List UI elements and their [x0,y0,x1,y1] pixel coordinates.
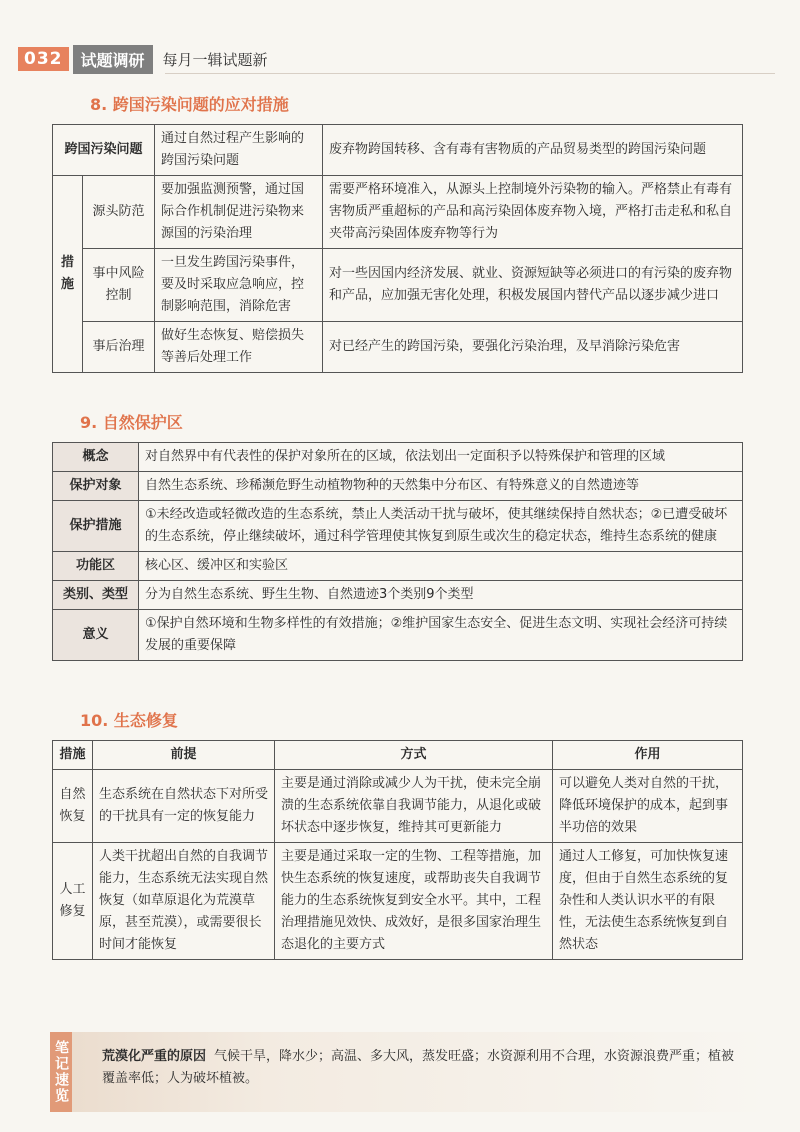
table-row [53,472,743,501]
row-label: 自然恢复 [53,770,93,843]
row-label: 事中风险控制 [83,249,155,322]
column-header: 前提 [93,741,275,770]
table-cell: 分为自然生态系统、野生生物、自然遗迹3个类别9个类型 [139,581,743,610]
table-row [53,443,743,472]
table-cell: ①保护自然环境和生物多样性的有效措施；②维护国家生态安全、促进生态文明、实现社会经济可持续发展的重要保障 [139,610,743,661]
table-cell: 通过人工修复，可加快恢复速度，但由于自然生态系统的复杂性和人类认识水平的有限性，无法使生态系统恢复到自然状态 [553,843,743,960]
table-cell: 对一些因国内经济发展、就业、资源短缺等必须进口的有污染的废弃物和产品，应加强无害化处理，积极发展国内替代产品以逐步减少进口 [323,249,743,322]
table-row [53,843,743,960]
table-row [53,176,743,249]
notes-title: 荒漠化严重的原因 [102,1049,207,1064]
table-row [53,249,743,322]
page-number: 032 [18,47,69,71]
row-label: 意义 [53,610,139,661]
notes-side-tab: 笔记速览 [50,1032,72,1112]
page-header [18,46,268,72]
transboundary-pollution-table [52,124,743,373]
section-8-title: 8. 跨国污染问题的应对措施 [90,95,289,114]
table-header-row [53,741,743,770]
ecological-restoration-table [52,740,743,960]
header-divider [165,73,775,74]
table-cell: 通过自然过程产生影响的跨国污染问题 [155,125,323,176]
row-label: 跨国污染问题 [53,125,155,176]
table-cell: 核心区、缓冲区和实验区 [139,552,743,581]
table-row [53,125,743,176]
section-10-title: 10. 生态修复 [80,711,178,730]
table-row [53,770,743,843]
section-9-title: 9. 自然保护区 [80,413,183,432]
row-label: 功能区 [53,552,139,581]
table-row [53,501,743,552]
row-label: 类别、类型 [53,581,139,610]
table-cell: 需要严格环境准入，从源头上控制境外污染物的输入。严格禁止有毒有害物质严重超标的产品和高污染固体废弃物入境，严格打击走私和私自夹带高污染固体废弃物等行为 [323,176,743,249]
measures-label: 措施 [53,176,83,373]
table-cell: 对自然界中有代表性的保护对象所在的区域，依法划出一定面积予以特殊保护和管理的区域 [139,443,743,472]
row-label: 源头防范 [83,176,155,249]
table-cell: 可以避免人类对自然的干扰，降低环境保护的成本，起到事半功倍的效果 [553,770,743,843]
table-cell: 生态系统在自然状态下对所受的干扰具有一定的恢复能力 [93,770,275,843]
table-row [53,610,743,661]
table-cell: ①未经改造或轻微改造的生态系统，禁止人类活动干扰与破坏，使其继续保持自然状态；②已遭受破坏的生态系统，停止继续破坏，通过科学管理使其恢复到原生或次生的稳定状态，维持生态系统的健康 [139,501,743,552]
table-cell: 要加强监测预警，通过国际合作机制促进污染物来源国的污染治理 [155,176,323,249]
table-cell: 自然生态系统、珍稀濒危野生动植物物种的天然集中分布区、有特殊意义的自然遗迹等 [139,472,743,501]
notes-text [102,1046,742,1090]
table-row [53,552,743,581]
table-row [53,322,743,373]
row-label: 保护措施 [53,501,139,552]
table-cell: 主要是通过采取一定的生物、工程等措施，加快生态系统的恢复速度，或帮助丧失自我调节能力的生态系统恢复到安全水平。其中，工程治理措施见效快、成效好，是很多国家治理生态退化的主要方式 [275,843,553,960]
row-label: 人工修复 [53,843,93,960]
notes-box [50,1032,770,1112]
row-label: 保护对象 [53,472,139,501]
row-label: 概念 [53,443,139,472]
column-header: 方式 [275,741,553,770]
row-label: 事后治理 [83,322,155,373]
header-subtitle: 每月一辑试题新 [162,50,268,69]
table-cell: 主要是通过消除或减少人为干扰，使未完全崩溃的生态系统依靠自我调节能力，从退化或破坏状态中逐步恢复，维持其可更新能力 [275,770,553,843]
table-cell: 一旦发生跨国污染事件，要及时采取应急响应，控制影响范围，消除危害 [155,249,323,322]
notes-body: 气候干旱，降水少；高温、多大风，蒸发旺盛；水资源利用不合理，水资源浪费严重；植被覆盖率低；人为破坏植被。 [102,1049,735,1086]
table-cell: 做好生态恢复、赔偿损失等善后处理工作 [155,322,323,373]
column-header: 措施 [53,741,93,770]
table-cell: 对已经产生的跨国污染，要强化污染治理，及早消除污染危害 [323,322,743,373]
table-cell: 废弃物跨国转移、含有毒有害物质的产品贸易类型的跨国污染问题 [323,125,743,176]
section-tag: 试题调研 [73,45,153,74]
table-cell: 人类干扰超出自然的自我调节能力，生态系统无法实现自然恢复（如草原退化为荒漠草原，甚至荒漠），或需要很长时间才能恢复 [93,843,275,960]
column-header: 作用 [553,741,743,770]
nature-reserve-table [52,442,743,661]
table-row [53,581,743,610]
